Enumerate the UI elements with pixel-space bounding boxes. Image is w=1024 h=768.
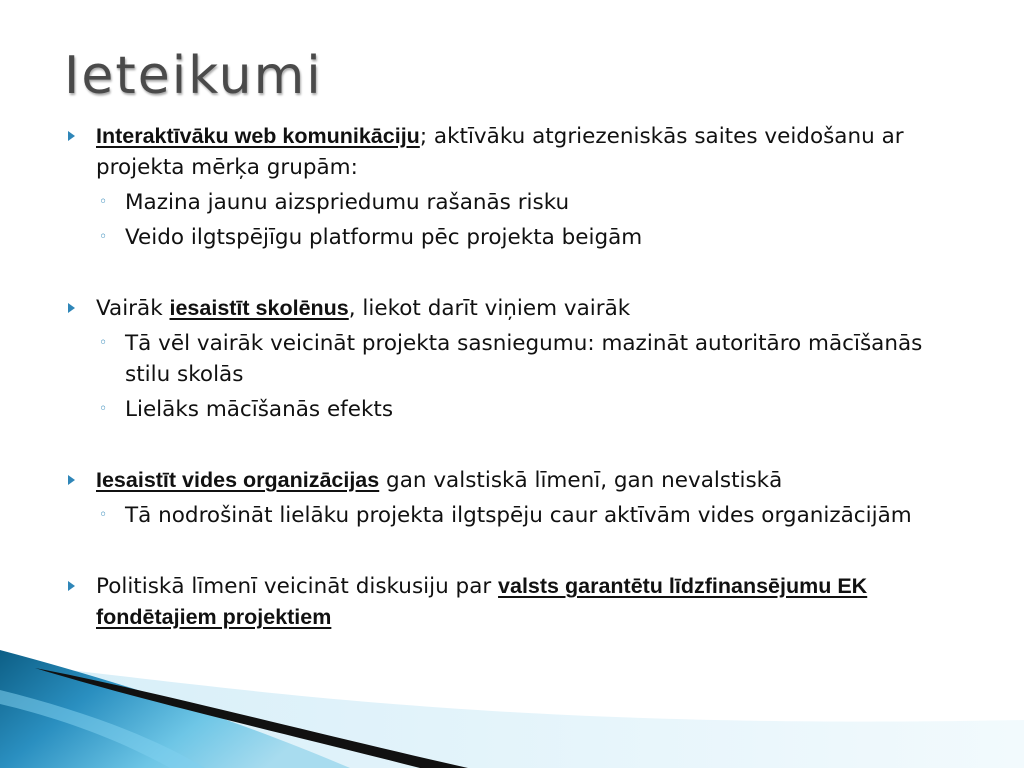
wave-black-stripe bbox=[35, 668, 468, 768]
sub-bullet-text: Lielāks mācīšanās efekts bbox=[125, 397, 394, 422]
sub-bullet-prejudice-risk bbox=[66, 187, 946, 218]
sub-bullet-text: Tā nodrošināt lielāku projekta ilgtspēju caur aktīvām vides organizācijām bbox=[125, 503, 912, 528]
bullet-text: ; aktīvāku atgriezeniskās saites veidošanu ar projekta mērķa grupām: bbox=[96, 124, 904, 180]
sub-bullet-learning-effect bbox=[66, 394, 946, 425]
sub-bullet-sustainability bbox=[66, 500, 946, 531]
bullet-text: , liekot darīt viņiem vairāk bbox=[348, 296, 631, 321]
bullet-web-communication bbox=[66, 121, 946, 183]
ring-bullet-icon: ◦ bbox=[99, 335, 108, 351]
slide-title: Ieteikumi bbox=[64, 46, 323, 106]
wave-highlight bbox=[0, 690, 205, 768]
triangle-bullet-icon bbox=[68, 581, 75, 591]
bullet-list bbox=[66, 121, 946, 633]
bullet-text: gan valstiskā līmenī, gan nevalstiskā bbox=[379, 468, 783, 493]
bullet-involve-students bbox=[66, 293, 946, 324]
sub-bullet-text: Veido ilgtspējīgu platformu pēc projekta beigām bbox=[125, 225, 643, 250]
sub-bullet-text: Mazina jaunu aizspriedumu rašanās risku bbox=[125, 190, 570, 215]
bullet-environmental-organizations bbox=[66, 465, 946, 496]
ring-bullet-icon: ◦ bbox=[99, 229, 108, 245]
bullet-emphasis: iesaistīt skolēnus bbox=[169, 296, 349, 320]
wave-blue-band bbox=[0, 650, 350, 768]
bullet-text-prefix: Politiskā līmenī veicināt diskusiju par bbox=[96, 574, 499, 599]
ring-bullet-icon: ◦ bbox=[99, 507, 108, 523]
bullet-emphasis: Interaktīvāku web komunikāciju bbox=[96, 124, 420, 148]
bullet-political-discussion bbox=[66, 571, 946, 633]
sub-bullet-text: Tā vēl vairāk veicināt projekta sasniegumu: mazināt autoritāro mācīšanās stilu skolās bbox=[125, 331, 923, 387]
wave-pale-band bbox=[0, 662, 1024, 768]
sub-bullet-authoritarian-style bbox=[66, 328, 946, 390]
triangle-bullet-icon bbox=[68, 131, 75, 141]
ring-bullet-icon: ◦ bbox=[99, 401, 108, 417]
ring-bullet-icon: ◦ bbox=[99, 194, 108, 210]
bullet-text-prefix: Vairāk bbox=[96, 296, 170, 321]
triangle-bullet-icon bbox=[68, 475, 75, 485]
triangle-bullet-icon bbox=[68, 303, 75, 313]
bullet-emphasis: valsts garantētu līdzfinansējumu EK fondētajiem projektiem bbox=[96, 574, 868, 629]
bullet-emphasis: Iesaistīt vides organizācijas bbox=[96, 468, 380, 492]
sub-bullet-sustainable-platform bbox=[66, 222, 946, 253]
